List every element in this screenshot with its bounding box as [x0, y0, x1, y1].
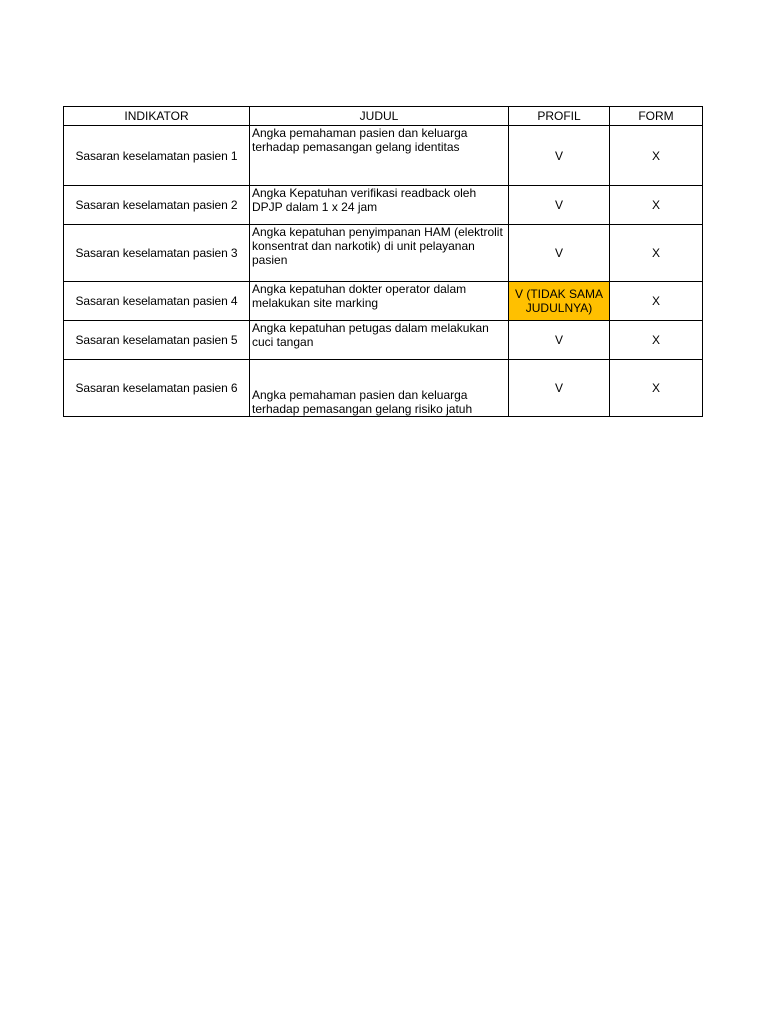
- form-cell: X: [610, 225, 703, 282]
- judul-cell: Angka kepatuhan penyimpanan HAM (elektrolit konsentrat dan narkotik) di unit pelayanan pasien: [250, 225, 509, 282]
- form-cell: X: [610, 186, 703, 225]
- table-row: [64, 225, 703, 282]
- judul-cell: Angka pemahaman pasien dan keluarga terhadap pemasangan gelang identitas: [250, 126, 509, 186]
- header-form: FORM: [610, 107, 703, 126]
- header-judul: JUDUL: [250, 107, 509, 126]
- indikator-cell: Sasaran keselamatan pasien 1: [64, 126, 250, 186]
- form-cell: X: [610, 126, 703, 186]
- table-row: [64, 321, 703, 360]
- header-indikator: INDIKATOR: [64, 107, 250, 126]
- header-row: [64, 107, 703, 126]
- profil-cell: V: [509, 186, 610, 225]
- indicator-table: [63, 106, 703, 417]
- form-cell: X: [610, 360, 703, 417]
- header-profil: PROFIL: [509, 107, 610, 126]
- judul-cell: Angka kepatuhan dokter operator dalam melakukan site marking: [250, 282, 509, 321]
- profil-cell-highlighted: V (TIDAK SAMA JUDULNYA): [509, 282, 610, 321]
- profil-cell: V: [509, 321, 610, 360]
- profil-cell: V: [509, 360, 610, 417]
- form-cell: X: [610, 282, 703, 321]
- indikator-cell: Sasaran keselamatan pasien 2: [64, 186, 250, 225]
- indikator-cell: Sasaran keselamatan pasien 5: [64, 321, 250, 360]
- judul-cell: Angka Kepatuhan verifikasi readback oleh DPJP dalam 1 x 24 jam: [250, 186, 509, 225]
- judul-cell: Angka kepatuhan petugas dalam melakukan cuci tangan: [250, 321, 509, 360]
- judul-cell: Angka pemahaman pasien dan keluarga terhadap pemasangan gelang risiko jatuh: [250, 360, 509, 417]
- profil-cell: V: [509, 126, 610, 186]
- table-row: [64, 360, 703, 417]
- profil-cell: V: [509, 225, 610, 282]
- indikator-cell: Sasaran keselamatan pasien 6: [64, 360, 250, 417]
- table-row: [64, 126, 703, 186]
- form-cell: X: [610, 321, 703, 360]
- indikator-cell: Sasaran keselamatan pasien 4: [64, 282, 250, 321]
- indikator-cell: Sasaran keselamatan pasien 3: [64, 225, 250, 282]
- table-row: [64, 186, 703, 225]
- table-row: [64, 282, 703, 321]
